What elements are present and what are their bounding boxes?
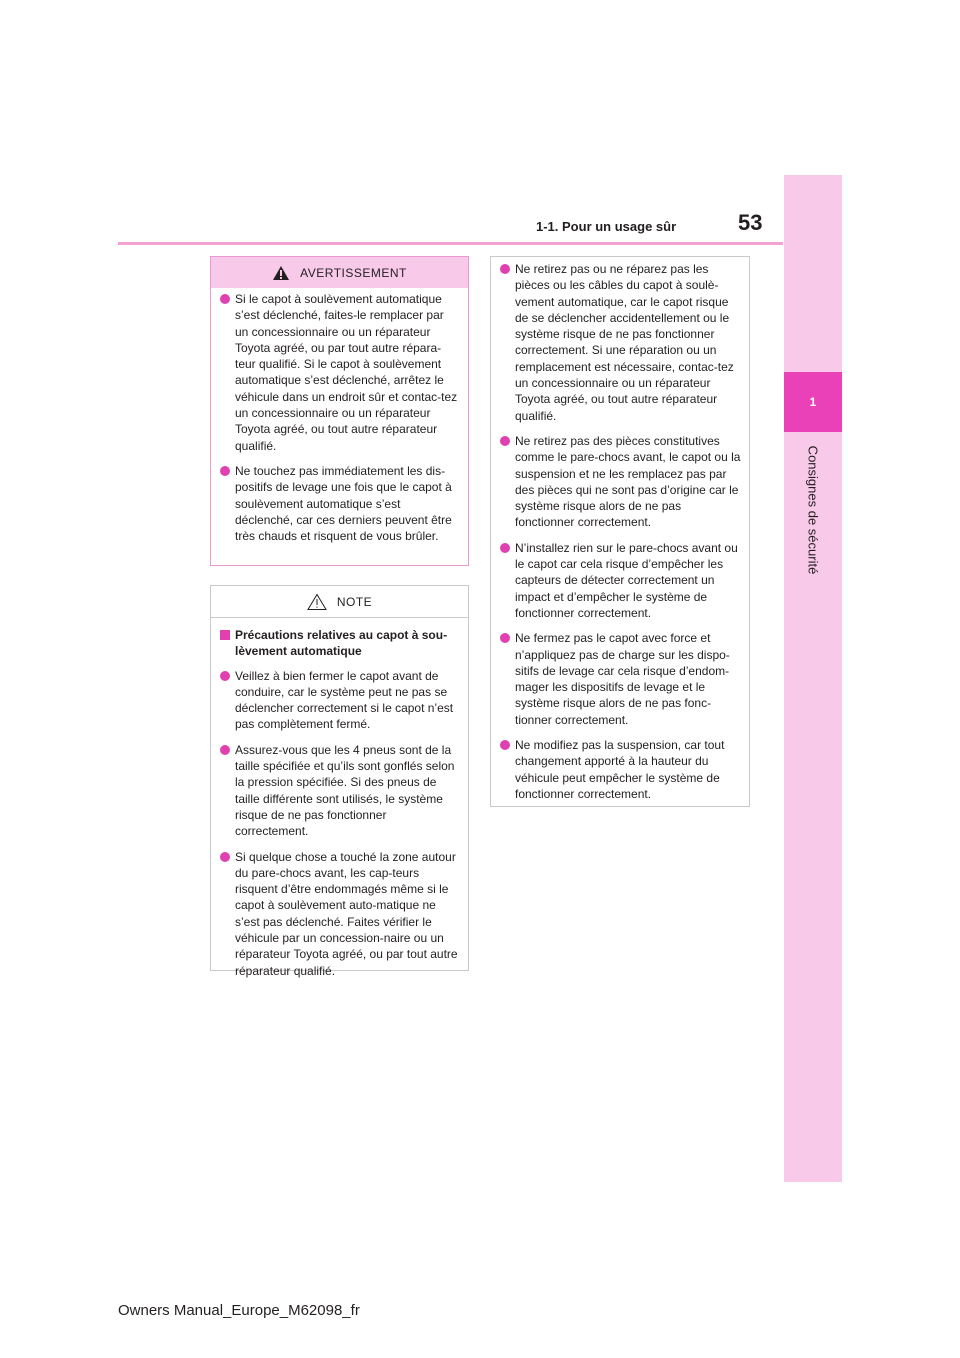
list-item: Ne touchez pas immédiatement les dis-positifs de levage une fois que le capot à soulèvement automatique s’est déclenché, car ces derniers peuvent être très chauds et risquent de vous brûler. — [219, 463, 460, 544]
bullet-icon — [220, 466, 230, 476]
list-item: N’installez rien sur le pare-chocs avant ou le capot car cela risque d’empêcher les capteurs de détecter correctement un impact et d’empêcher le système de fonctionner correctement. — [499, 540, 741, 621]
note-subheading: Précautions relatives au capot à sou-lèvement automatique — [219, 627, 460, 660]
caution-triangle-icon — [307, 593, 327, 611]
footer-document-id: Owners Manual_Europe_M62098_fr — [118, 1302, 360, 1319]
square-bullet-icon — [220, 630, 230, 640]
bullet-icon — [500, 633, 510, 643]
note-box — [210, 585, 469, 978]
list-item: Ne retirez pas des pièces constitutives comme le pare-chocs avant, le capot ou la suspension et ne les remplacez pas par des pièces qui ne sont pas d’origine car le système risque alors de ne pas fonctionner correctement. — [499, 433, 741, 531]
warning-title: AVERTISSEMENT — [300, 265, 407, 280]
bullet-icon — [220, 294, 230, 304]
note-header — [211, 586, 468, 618]
header-rule — [118, 242, 783, 245]
section-title: 1-1. Pour un usage sûr — [536, 219, 677, 234]
list-item: Veillez à bien fermer le capot avant de conduire, car le système peut ne pas se déclencher correctement si le capot n’est pas complètement fermé. — [219, 668, 460, 733]
bullet-icon — [220, 745, 230, 755]
list-item: Assurez-vous que les 4 pneus sont de la taille spécifiée et qu’ils sont gonflés selon la pression spécifiée. Si des pneus de taille différente sont utilisés, le système risque de ne pas fonctionner correctement. — [219, 742, 460, 840]
list-item: Si le capot à soulèvement automatique s’est déclenché, faites-le remplacer par un concessionnaire ou un réparateur Toyota agréé, ou par tout autre répara-teur qualifié. Si le capot à soulèvement automatique s’est déclenché, arrêtez le véhicule dans un endroit sûr et contac-tez un concessionnaire ou un réparateur Toyota agréé, ou tout autre réparateur qualifié. — [219, 291, 460, 454]
bullet-icon — [220, 671, 230, 681]
warning-triangle-icon — [272, 265, 290, 281]
list-item: Si quelque chose a touché la zone autour du pare-chocs avant, les cap-teurs risquent d’être endommagés même si le capot à soulèvement auto-matique ne s’est pas déclenché. Faites vérifier le véhicule par un concession-naire ou un réparateur Toyota agréé, ou par tout autre réparateur qualifié. — [219, 849, 460, 979]
chapter-title: Consignes de sécurité — [805, 445, 821, 575]
list-item: Ne retirez pas ou ne réparez pas les pièces ou les câbles du capot à soulè-vement automatique, car le capot risque de se déclencher accidentellement ou le système risque de ne pas fonctionner correctement. Si une réparation ou un remplacement est nécessaire, contac-tez un concessionnaire ou un réparateur Toyota agréé, ou tout autre réparateur qualifié. — [499, 261, 741, 424]
list-item: Ne fermez pas le capot avec force et n’appliquez pas de charge sur les dispo-sitifs de levage car cela risque d’endom-mager les dispositifs de levage et le système risque alors de ne pas fonc-tionner correctement. — [499, 630, 741, 728]
note-title: NOTE — [336, 594, 373, 609]
bullet-icon — [500, 436, 510, 446]
chapter-number: 1 — [784, 372, 842, 432]
warning-continued-box — [490, 256, 750, 807]
list-item: Ne modifiez pas la suspension, car tout changement apporté à la hauteur du véhicule peut empêcher le système de fonctionner correctement. — [499, 737, 741, 802]
bullet-icon — [220, 852, 230, 862]
warning-header — [211, 257, 468, 288]
bullet-icon — [500, 740, 510, 750]
chapter-side-tab — [784, 175, 842, 1182]
page-number: 53 — [738, 210, 763, 235]
bullet-icon — [500, 543, 510, 553]
bullet-icon — [500, 264, 510, 274]
warning-box — [210, 256, 469, 566]
